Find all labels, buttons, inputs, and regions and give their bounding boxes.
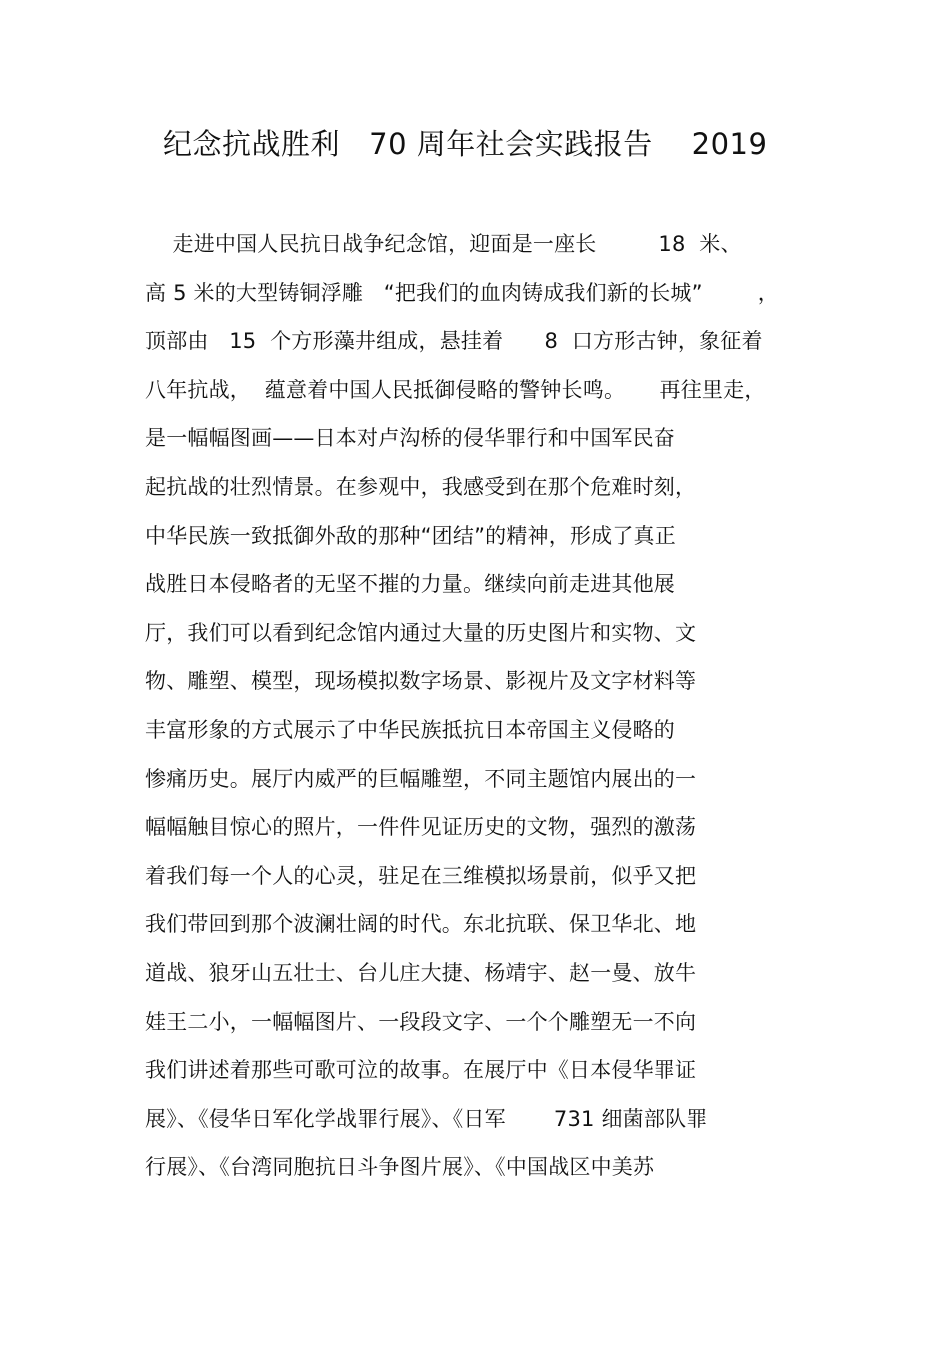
document-title: 纪念抗战胜利 70 周年社会实践报告 2019 [163,127,768,161]
body-line: 我们讲述着那些可歌可泣的故事。在展厅中《日本侵华罪证 [145,1058,697,1083]
body-line: 是一幅幅图画——日本对卢沟桥的侵华罪行和中国军民奋 [145,426,675,451]
body-line: 厅，我们可以看到纪念馆内通过大量的历史图片和实物、文 [145,620,697,645]
body-line: 八年抗战， 蕴意着中国人民抵御侵略的警钟长鸣。 再往里走， [145,377,766,402]
body-line: 走进中国人民抗日战争纪念馆，迎面是一座长 18 米、 [145,232,742,256]
body-line: 娃王二小，一幅幅图片、一段段文字、一个个雕塑无一不向 [145,1009,697,1034]
body-line: 我们带回到那个波澜壮阔的时代。东北抗联、保卫华北、地 [145,912,697,937]
body-line: 行展》、《台湾同胞抗日斗争图片展》、《中国战区中美苏 [145,1155,655,1180]
body-line: 物、雕塑、模型，现场模拟数字场景、影视片及文字材料等 [145,669,697,694]
body-line: 高 5 米的大型铸铜浮雕 “把我们的血肉铸成我们新的长城” ， [145,280,779,305]
body-line: 惨痛历史。展厅内威严的巨幅雕塑，不同主题馆内展出的一 [145,766,697,791]
body-line: 起抗战的壮烈情景。在参观中，我感受到在那个危难时刻， [145,474,697,499]
body-line: 战胜日本侵略者的无坚不摧的力量。继续向前走进其他展 [145,572,675,597]
body-line: 顶部由 15 个方形藻井组成，悬挂着 8 口方形古钟，象征着 [145,329,763,354]
body-line: 着我们每一个人的心灵，驻足在三维模拟场景前，似乎又把 [145,863,697,888]
body-line: 中华民族一致抵御外敌的那种“团结”的精神，形成了真正 [145,523,676,548]
document-body [145,220,845,1192]
body-line: 展》、《侵华日军化学战罪行展》、《日军 731 细菌部队罪 [145,1106,708,1131]
body-line: 幅幅触目惊心的照片，一件件见证历史的文物，强烈的激荡 [145,815,697,840]
body-line: 丰富形象的方式展示了中华民族抵抗日本帝国主义侵略的 [145,717,675,742]
body-line: 道战、狼牙山五壮士、台儿庄大捷、杨靖宇、赵一曼、放牛 [145,960,697,985]
